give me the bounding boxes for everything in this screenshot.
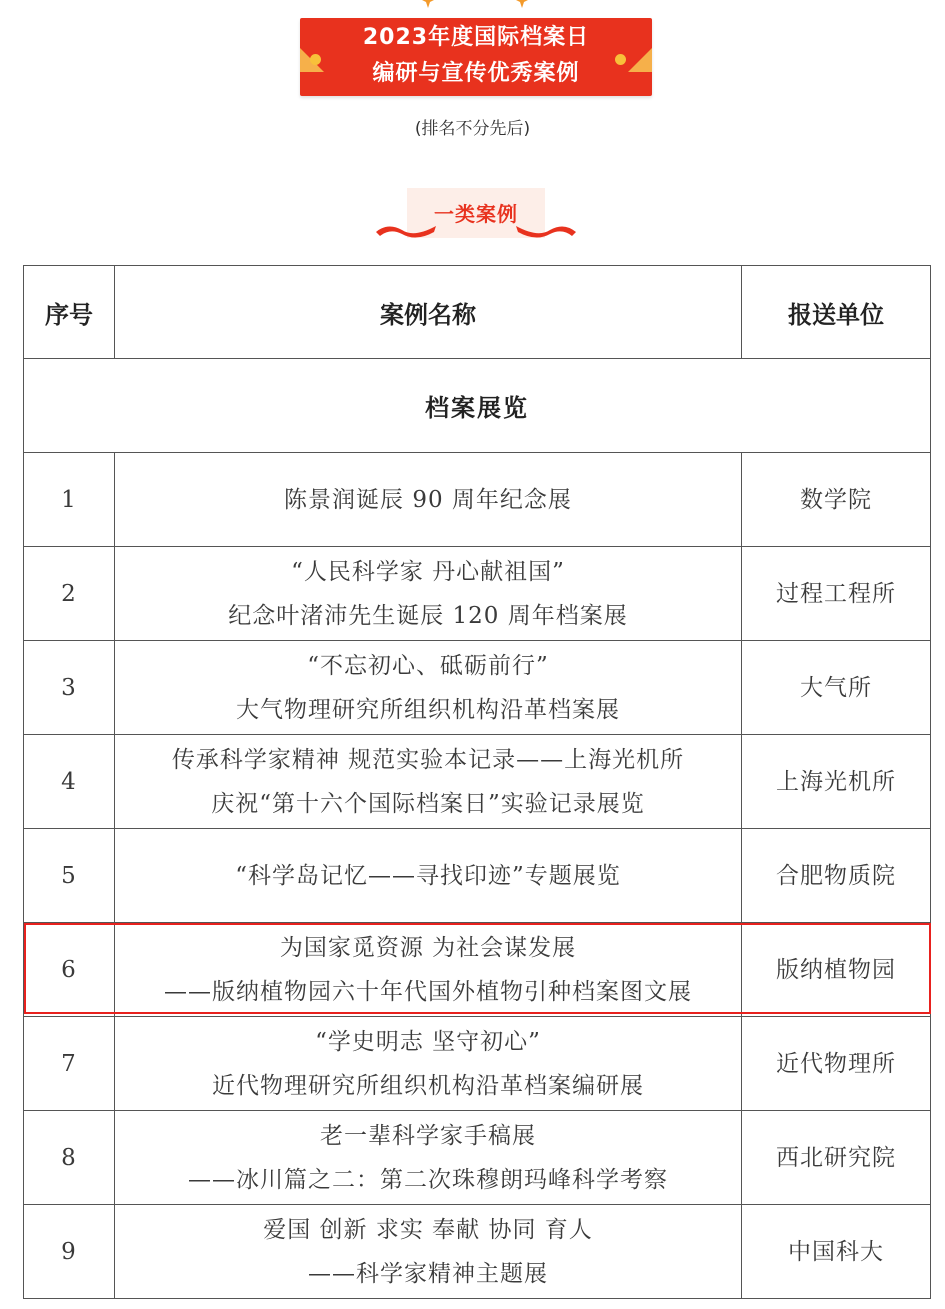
table-row (24, 547, 931, 641)
row-case-name (115, 923, 742, 1017)
table-row-highlighted (24, 923, 931, 1017)
case-name-line: “学史明志 坚守初心” (315, 1028, 541, 1055)
ribbon-swirl-right-icon (514, 218, 578, 240)
table-header-row (24, 266, 931, 359)
table-row (24, 1205, 931, 1299)
row-number: 8 (24, 1111, 115, 1205)
header-case-name: 案例名称 (115, 266, 742, 359)
table-row (24, 735, 931, 829)
category-label: 一类案例 (434, 202, 518, 226)
table-row (24, 453, 931, 547)
row-unit: 过程工程所 (742, 547, 931, 641)
case-name-line: “人民科学家 丹心献祖国” (291, 558, 565, 585)
row-unit: 上海光机所 (742, 735, 931, 829)
row-unit: 版纳植物园 (742, 923, 931, 1017)
row-number: 7 (24, 1017, 115, 1111)
case-name-line: ——科学家精神主题展 (308, 1260, 548, 1287)
row-number: 1 (24, 453, 115, 547)
table-row (24, 829, 931, 923)
table-row (24, 1111, 931, 1205)
case-name-line: 老一辈科学家手稿展 (320, 1122, 536, 1149)
row-number: 2 (24, 547, 115, 641)
row-number: 4 (24, 735, 115, 829)
row-unit: 近代物理所 (742, 1017, 931, 1111)
row-unit: 中国科大 (742, 1205, 931, 1299)
case-name-line: “不忘初心、砥砺前行” (307, 652, 549, 679)
row-unit: 西北研究院 (742, 1111, 931, 1205)
section-title: 档案展览 (24, 359, 931, 453)
banner-title-line2: 编研与宣传优秀案例 (372, 61, 580, 86)
table-row (24, 1017, 931, 1111)
case-name-line: 近代物理研究所组织机构沿革档案编研展 (212, 1072, 644, 1099)
row-case-name (115, 1017, 742, 1111)
case-name-line: ——冰川篇之二：第二次珠穆朗玛峰科学考察 (188, 1166, 668, 1193)
row-number: 6 (24, 923, 115, 1017)
row-case-name (115, 1205, 742, 1299)
case-name-line: 庆祝“第十六个国际档案日”实验记录展览 (211, 790, 645, 817)
ribbon-swirl-left-icon (374, 218, 438, 240)
table-row (24, 641, 931, 735)
star-icon (514, 0, 530, 8)
row-number: 5 (24, 829, 115, 923)
row-unit: 数学院 (742, 453, 931, 547)
case-name-line: 纪念叶渚沛先生诞辰 120 周年档案展 (228, 602, 628, 629)
title-banner (300, 0, 652, 98)
section-row (24, 359, 931, 453)
case-name-line: 爱国 创新 求实 奉献 协同 育人 (263, 1216, 593, 1243)
header-number: 序号 (24, 266, 115, 359)
case-name-line: 大气物理研究所组织机构沿革档案展 (236, 696, 620, 723)
ranking-note: (排名不分先后) (414, 119, 531, 139)
banner-title (300, 20, 652, 92)
row-number: 9 (24, 1205, 115, 1299)
row-number: 3 (24, 641, 115, 735)
star-icon (420, 0, 436, 8)
case-table (23, 265, 931, 1299)
banner-title-line1: 2023年度国际档案日 (362, 25, 590, 50)
row-case-name (115, 829, 742, 923)
row-case-name (115, 641, 742, 735)
row-case-name (115, 453, 742, 547)
header-unit: 报送单位 (742, 266, 931, 359)
case-name-line: 为国家觅资源 为社会谋发展 (279, 934, 577, 961)
case-name-line: ——版纳植物园六十年代国外植物引种档案图文展 (164, 978, 692, 1005)
case-name-line: “科学岛记忆——寻找印迹”专题展览 (235, 862, 621, 889)
row-case-name (115, 735, 742, 829)
case-name-line: 传承科学家精神 规范实验本记录——上海光机所 (171, 746, 685, 773)
row-unit: 大气所 (742, 641, 931, 735)
row-unit: 合肥物质院 (742, 829, 931, 923)
category-heading (374, 188, 578, 248)
row-case-name (115, 547, 742, 641)
case-name-line: 陈景润诞辰 90 周年纪念展 (284, 486, 572, 513)
row-case-name (115, 1111, 742, 1205)
